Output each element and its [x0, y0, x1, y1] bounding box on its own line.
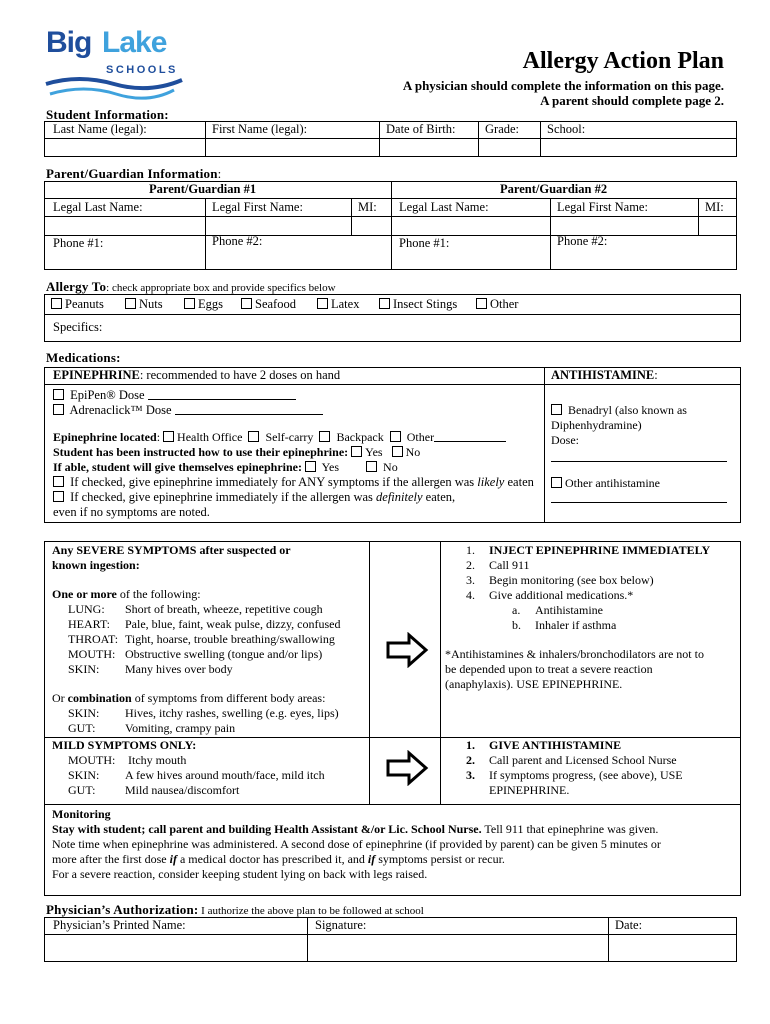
- instructed-label: Student has been instructed how to use their epinephrine:: [53, 445, 349, 459]
- able-no-checkbox[interactable]: [366, 461, 377, 472]
- grade-field[interactable]: [479, 139, 539, 156]
- step-text: INJECT EPINEPHRINE IMMEDIATELY: [489, 543, 711, 557]
- anti-header-colon: :: [654, 368, 658, 382]
- severe-row-throat: [52, 632, 368, 647]
- severe-row-text: Many hives over body: [125, 662, 233, 676]
- other-anti-checkbox[interactable]: [551, 477, 562, 488]
- epipen-label: EpiPen® Dose: [70, 388, 145, 402]
- date-label: Date:: [615, 918, 643, 932]
- other-location-label: Other: [406, 430, 435, 444]
- epinephrine-header: [53, 368, 340, 383]
- backpack-label: Backpack: [336, 430, 384, 444]
- severe-step-3: [448, 573, 738, 588]
- allergy-latex[interactable]: [317, 297, 359, 312]
- combo-row-label: GUT:: [68, 721, 96, 735]
- first-name-label: First Name (legal):: [212, 122, 308, 136]
- step-number: 1.: [466, 738, 475, 752]
- dob-label: Date of Birth:: [386, 122, 456, 136]
- date-field[interactable]: [609, 935, 736, 961]
- allergy-box: [44, 294, 741, 342]
- severe-row-text: Obstructive swelling (tongue and/or lips): [125, 647, 323, 661]
- logo-waves-icon: [44, 72, 184, 106]
- likely-text-c: eaten: [504, 475, 534, 489]
- one-or-more-rest: of the following:: [116, 587, 201, 601]
- dob-field[interactable]: [380, 139, 477, 156]
- mild-row-mouth: [52, 753, 368, 768]
- severe-row-label: THROAT:: [68, 632, 119, 646]
- allergy-nuts[interactable]: [125, 297, 163, 312]
- student-info-table: [44, 121, 737, 157]
- eggs-checkbox[interactable]: [184, 298, 195, 309]
- severe-row-label: HEART:: [68, 617, 111, 631]
- other-allergy-checkbox[interactable]: [476, 298, 487, 309]
- combo-row-label: SKIN:: [68, 706, 100, 720]
- p2-legal-last-field[interactable]: [392, 217, 549, 234]
- one-or-more: [52, 587, 368, 602]
- likely-checkbox[interactable]: [53, 476, 64, 487]
- latex-checkbox[interactable]: [317, 298, 328, 309]
- allergy-subtitle: : check appropriate box and provide specifics below: [106, 282, 336, 294]
- p1-legal-last-label: Legal Last Name:: [53, 200, 143, 214]
- health-office-label: Health Office: [177, 430, 243, 444]
- definitely-text-c: eaten,: [422, 490, 456, 504]
- mild-row-text: A few hives around mouth/face, mild itch: [125, 768, 325, 782]
- step-text: Begin monitoring (see box below): [489, 573, 654, 587]
- instructed-row: [53, 445, 543, 460]
- step-text: GIVE ANTIHISTAMINE: [489, 738, 622, 752]
- combination-line: [52, 691, 368, 706]
- severe-title-2: known ingestion:: [52, 558, 140, 572]
- signature-field[interactable]: [308, 935, 607, 961]
- p1-mi-field[interactable]: [352, 217, 390, 234]
- monitoring-line-1-rest: Tell 911 that epinephrine was given.: [481, 822, 659, 836]
- peanuts-label: Peanuts: [65, 297, 104, 311]
- antihistamine-note-1: *Antihistamines & inhalers/bronchodilators are not to: [445, 647, 704, 661]
- monitoring-line-3-if1: if: [169, 852, 177, 866]
- substep-text: Inhaler if asthma: [535, 618, 617, 632]
- epipen-dose-field[interactable]: [148, 388, 296, 400]
- able-yes-label: Yes: [321, 460, 340, 474]
- step-number: 3.: [466, 573, 475, 587]
- other-anti-label: Other antihistamine: [565, 476, 660, 490]
- step-text: Call 911: [489, 558, 530, 572]
- definitely-text-b: definitely: [376, 490, 423, 504]
- last-name-field[interactable]: [46, 139, 204, 156]
- p2-phone1-field[interactable]: [392, 252, 549, 268]
- physician-title-text: Physician’s Authorization:: [46, 902, 199, 917]
- mild-step-3b: EPINEPHRINE.: [489, 783, 570, 797]
- severe-row-skin: [52, 662, 368, 677]
- monitoring-line-1: [52, 822, 736, 837]
- combo-row-text: Hives, itchy rashes, swelling (e.g. eyes, lips): [125, 706, 339, 720]
- likely-row[interactable]: [53, 475, 543, 490]
- first-name-field[interactable]: [206, 139, 378, 156]
- p2-legal-first-field[interactable]: [551, 217, 697, 234]
- substep-text: Antihistamine: [535, 603, 603, 617]
- monitoring-line-3-c: a medical doctor has prescribed it, and: [176, 852, 368, 866]
- combination-rest: of symptoms from different body areas:: [131, 691, 326, 705]
- benadryl-dose-label: Dose:: [551, 433, 579, 447]
- peanuts-checkbox[interactable]: [51, 298, 62, 309]
- grade-label: Grade:: [485, 122, 520, 136]
- monitoring-line-1-bold: Stay with student; call parent and building Health Assistant &/or Lic. School Nurse.: [52, 822, 482, 836]
- seafood-label: Seafood: [255, 297, 296, 311]
- instructed-no-checkbox[interactable]: [392, 446, 403, 457]
- severe-row-text: Tight, hoarse, trouble breathing/swallowing: [125, 632, 335, 646]
- physician-table: [44, 917, 737, 962]
- benadryl-dose-field[interactable]: [551, 450, 727, 462]
- logo-lake: Lake: [102, 26, 167, 59]
- severe-row-text: Short of breath, wheeze, repetitive cough: [125, 602, 323, 616]
- substep-letter: a.: [512, 603, 521, 617]
- p1-legal-first-label: Legal First Name:: [212, 200, 303, 214]
- severe-row-label: LUNG:: [68, 602, 105, 616]
- mild-row-label: SKIN:: [68, 768, 100, 782]
- parent-2-heading: Parent/Guardian #2: [500, 182, 608, 196]
- mild-step-1: [448, 738, 738, 753]
- mild-step-2: [448, 753, 738, 768]
- antihistamine-note-3: (anaphylaxis). USE EPINEPHRINE.: [445, 677, 623, 691]
- printed-name-label: Physician’s Printed Name:: [53, 918, 186, 932]
- p2-phone2-label: Phone #2:: [557, 234, 608, 248]
- mild-arrow-icon: [385, 750, 429, 786]
- mild-row-skin: [52, 768, 368, 783]
- severe-step-2: [448, 558, 738, 573]
- combo-row-gut: [52, 721, 368, 736]
- benadryl-checkbox[interactable]: [551, 404, 562, 415]
- nuts-checkbox[interactable]: [125, 298, 136, 309]
- specifics-field[interactable]: [115, 316, 735, 340]
- definitely-row[interactable]: [53, 490, 543, 505]
- school-label: School:: [547, 122, 586, 136]
- p2-legal-first-label: Legal First Name:: [557, 200, 648, 214]
- other-anti-row[interactable]: [551, 476, 737, 491]
- instructed-no-label: No: [405, 445, 421, 459]
- medications-title: Medications:: [46, 350, 121, 365]
- p2-mi-field[interactable]: [699, 217, 736, 234]
- definitely-text-d: even if no symptoms are noted.: [53, 505, 210, 519]
- likely-text-a: If checked, give epinephrine immediately for ANY symptoms if the allergen was: [70, 475, 478, 489]
- step-number: 2.: [466, 558, 475, 572]
- p2-phone2-field[interactable]: [551, 252, 736, 268]
- parent-info-title-text: Parent/Guardian Information: [46, 166, 218, 181]
- p1-legal-first-field[interactable]: [206, 217, 350, 234]
- adrenaclick-row[interactable]: [53, 403, 543, 418]
- specifics-label: Specifics:: [53, 320, 103, 334]
- severe-title-1: Any SEVERE SYMPTOMS after suspected or: [52, 543, 291, 557]
- step-number: 1.: [466, 543, 475, 557]
- severe-row-heart: [52, 617, 368, 632]
- allergy-seafood[interactable]: [241, 297, 296, 312]
- severe-step-4: [448, 588, 738, 603]
- symptoms-box: [44, 541, 741, 805]
- epi-header-bold: EPINEPHRINE: [53, 368, 140, 382]
- severe-arrow-icon: [385, 632, 429, 668]
- antihistamine-header: [551, 368, 658, 383]
- other-allergy-label: Other: [490, 297, 519, 311]
- parent-info-title-colon: :: [217, 166, 222, 181]
- parent-1-heading: Parent/Guardian #1: [149, 182, 257, 196]
- other-anti-field[interactable]: [551, 491, 727, 503]
- monitoring-title: Monitoring: [52, 807, 111, 821]
- step-number: 3.: [466, 768, 475, 782]
- one-or-more-bold: One or more: [52, 587, 117, 601]
- backpack-checkbox[interactable]: [319, 431, 330, 442]
- mild-row-gut: [52, 783, 368, 798]
- header-instruction-2: A parent should complete page 2.: [540, 93, 724, 108]
- p2-phone1-label: Phone #1:: [399, 236, 450, 250]
- allergy-insect-stings[interactable]: [379, 297, 457, 312]
- severe-row-label: SKIN:: [68, 662, 100, 676]
- able-no-label: No: [383, 460, 398, 474]
- severe-step-1: [448, 543, 738, 558]
- allergy-title-text: Allergy To: [46, 279, 107, 294]
- nuts-label: Nuts: [139, 297, 163, 311]
- signature-label: Signature:: [315, 918, 367, 932]
- p1-phone2-label: Phone #2:: [212, 234, 263, 248]
- located-row: Epinephrine located: Health Office Self-carry Backpack Other: [53, 430, 543, 445]
- insect-stings-label: Insect Stings: [393, 297, 458, 311]
- severe-substep-b: [448, 618, 738, 633]
- located-label: Epinephrine located: [53, 430, 157, 444]
- monitoring-line-4: For a severe reaction, consider keeping student lying on back with legs raised.: [52, 867, 428, 881]
- anti-header-bold: ANTIHISTAMINE: [551, 368, 655, 382]
- p2-mi-label: MI:: [705, 200, 724, 214]
- substep-letter: b.: [512, 618, 521, 632]
- severe-row-lung: [52, 602, 368, 617]
- definitely-text-a: If checked, give epinephrine immediately if the allergen was: [70, 490, 377, 504]
- instructed-yes-checkbox[interactable]: [351, 446, 362, 457]
- insect-stings-checkbox[interactable]: [379, 298, 390, 309]
- self-carry-label: Self-carry: [265, 430, 314, 444]
- adrenaclick-checkbox[interactable]: [53, 404, 64, 415]
- step-text: Call parent and Licensed School Nurse: [489, 753, 677, 767]
- step-number: 4.: [466, 588, 475, 602]
- eggs-label: Eggs: [198, 297, 223, 311]
- allergy-other[interactable]: [476, 297, 518, 312]
- severe-substep-a: [448, 603, 738, 618]
- able-yes-checkbox[interactable]: [305, 461, 316, 472]
- p1-phone2-field[interactable]: [206, 252, 390, 268]
- allergy-title: [46, 279, 336, 295]
- adrenaclick-label: Adrenaclick™ Dose: [69, 403, 172, 417]
- mild-row-text: Itchy mouth: [128, 753, 187, 767]
- p1-phone1-label: Phone #1:: [53, 236, 104, 250]
- severe-row-text: Pale, blue, faint, weak pulse, dizzy, confused: [125, 617, 341, 631]
- p1-mi-label: MI:: [358, 200, 377, 214]
- epipen-row[interactable]: [53, 388, 543, 403]
- severe-row-label: MOUTH:: [68, 647, 116, 661]
- monitoring-line-3-if2: if: [367, 852, 376, 866]
- mild-row-text: Mild nausea/discomfort: [125, 783, 240, 797]
- logo-schools: SCHOOLS: [106, 64, 178, 76]
- p1-phone1-field[interactable]: [46, 252, 204, 268]
- monitoring-line-3-e: symptoms persist or recur.: [375, 852, 505, 866]
- self-carry-checkbox[interactable]: [248, 431, 259, 442]
- adrenaclick-dose-field[interactable]: [175, 403, 323, 415]
- school-field[interactable]: [541, 139, 736, 156]
- allergy-eggs[interactable]: [184, 297, 223, 312]
- allergy-peanuts[interactable]: [51, 297, 104, 312]
- step-text: If symptoms progress, (see above), USE: [489, 768, 683, 782]
- p1-legal-last-field[interactable]: [46, 217, 204, 234]
- mild-row-label: MOUTH:: [68, 753, 116, 767]
- able-row: [53, 460, 543, 475]
- monitoring-line-2: Note time when epinephrine was administered. A second dose of epinephrine (if provided by parent) can be given 5 minutes or: [52, 837, 661, 851]
- epipen-checkbox[interactable]: [53, 389, 64, 400]
- mild-title: MILD SYMPTOMS ONLY:: [52, 738, 197, 752]
- logo-big: Big: [46, 26, 92, 59]
- instructed-yes-label: Yes: [365, 445, 383, 459]
- epi-header-rest: : recommended to have 2 doses on hand: [139, 368, 341, 382]
- other-location-field[interactable]: [434, 430, 506, 442]
- combo-row-text: Vomiting, crampy pain: [125, 721, 236, 735]
- physician-subtitle: I authorize the above plan to be followed at school: [198, 905, 424, 917]
- mild-step-3: [448, 768, 738, 783]
- latex-label: Latex: [331, 297, 360, 311]
- step-text: Give additional medications.*: [489, 588, 634, 602]
- combination-bold: combination: [67, 691, 132, 705]
- big-lake-logo: [44, 26, 184, 106]
- printed-name-field[interactable]: [46, 935, 306, 961]
- step-number: 2.: [466, 753, 475, 767]
- seafood-checkbox[interactable]: [241, 298, 252, 309]
- or-text: Or: [52, 691, 68, 705]
- monitoring-line-3: [52, 852, 736, 867]
- benadryl-label-1: Benadryl (also known as: [568, 403, 687, 417]
- header-instruction-1: A physician should complete the information on this page.: [402, 78, 724, 93]
- other-location-checkbox[interactable]: [390, 431, 401, 442]
- page-title: Allergy Action Plan: [522, 48, 724, 74]
- mild-row-label: GUT:: [68, 783, 96, 797]
- monitoring-line-3-a: more after the first dose: [52, 852, 170, 866]
- last-name-label: Last Name (legal):: [53, 122, 147, 136]
- able-label: If able, student will give themselves epinephrine:: [53, 460, 302, 474]
- definitely-checkbox[interactable]: [53, 491, 64, 502]
- benadryl-label-2: Diphenhydramine): [551, 418, 642, 432]
- antihistamine-note-2: be depended upon to treat a severe reaction: [445, 662, 653, 676]
- medications-box: [44, 367, 741, 523]
- combo-row-skin: [52, 706, 368, 721]
- parent-info-table: [44, 181, 737, 270]
- monitoring-box: [44, 804, 741, 896]
- p2-legal-last-label: Legal Last Name:: [399, 200, 489, 214]
- likely-text-b: likely: [477, 475, 505, 489]
- health-office-checkbox[interactable]: [163, 431, 174, 442]
- student-info-title: Student Information:: [46, 107, 169, 122]
- benadryl-row[interactable]: [551, 403, 737, 418]
- severe-row-mouth: [52, 647, 368, 662]
